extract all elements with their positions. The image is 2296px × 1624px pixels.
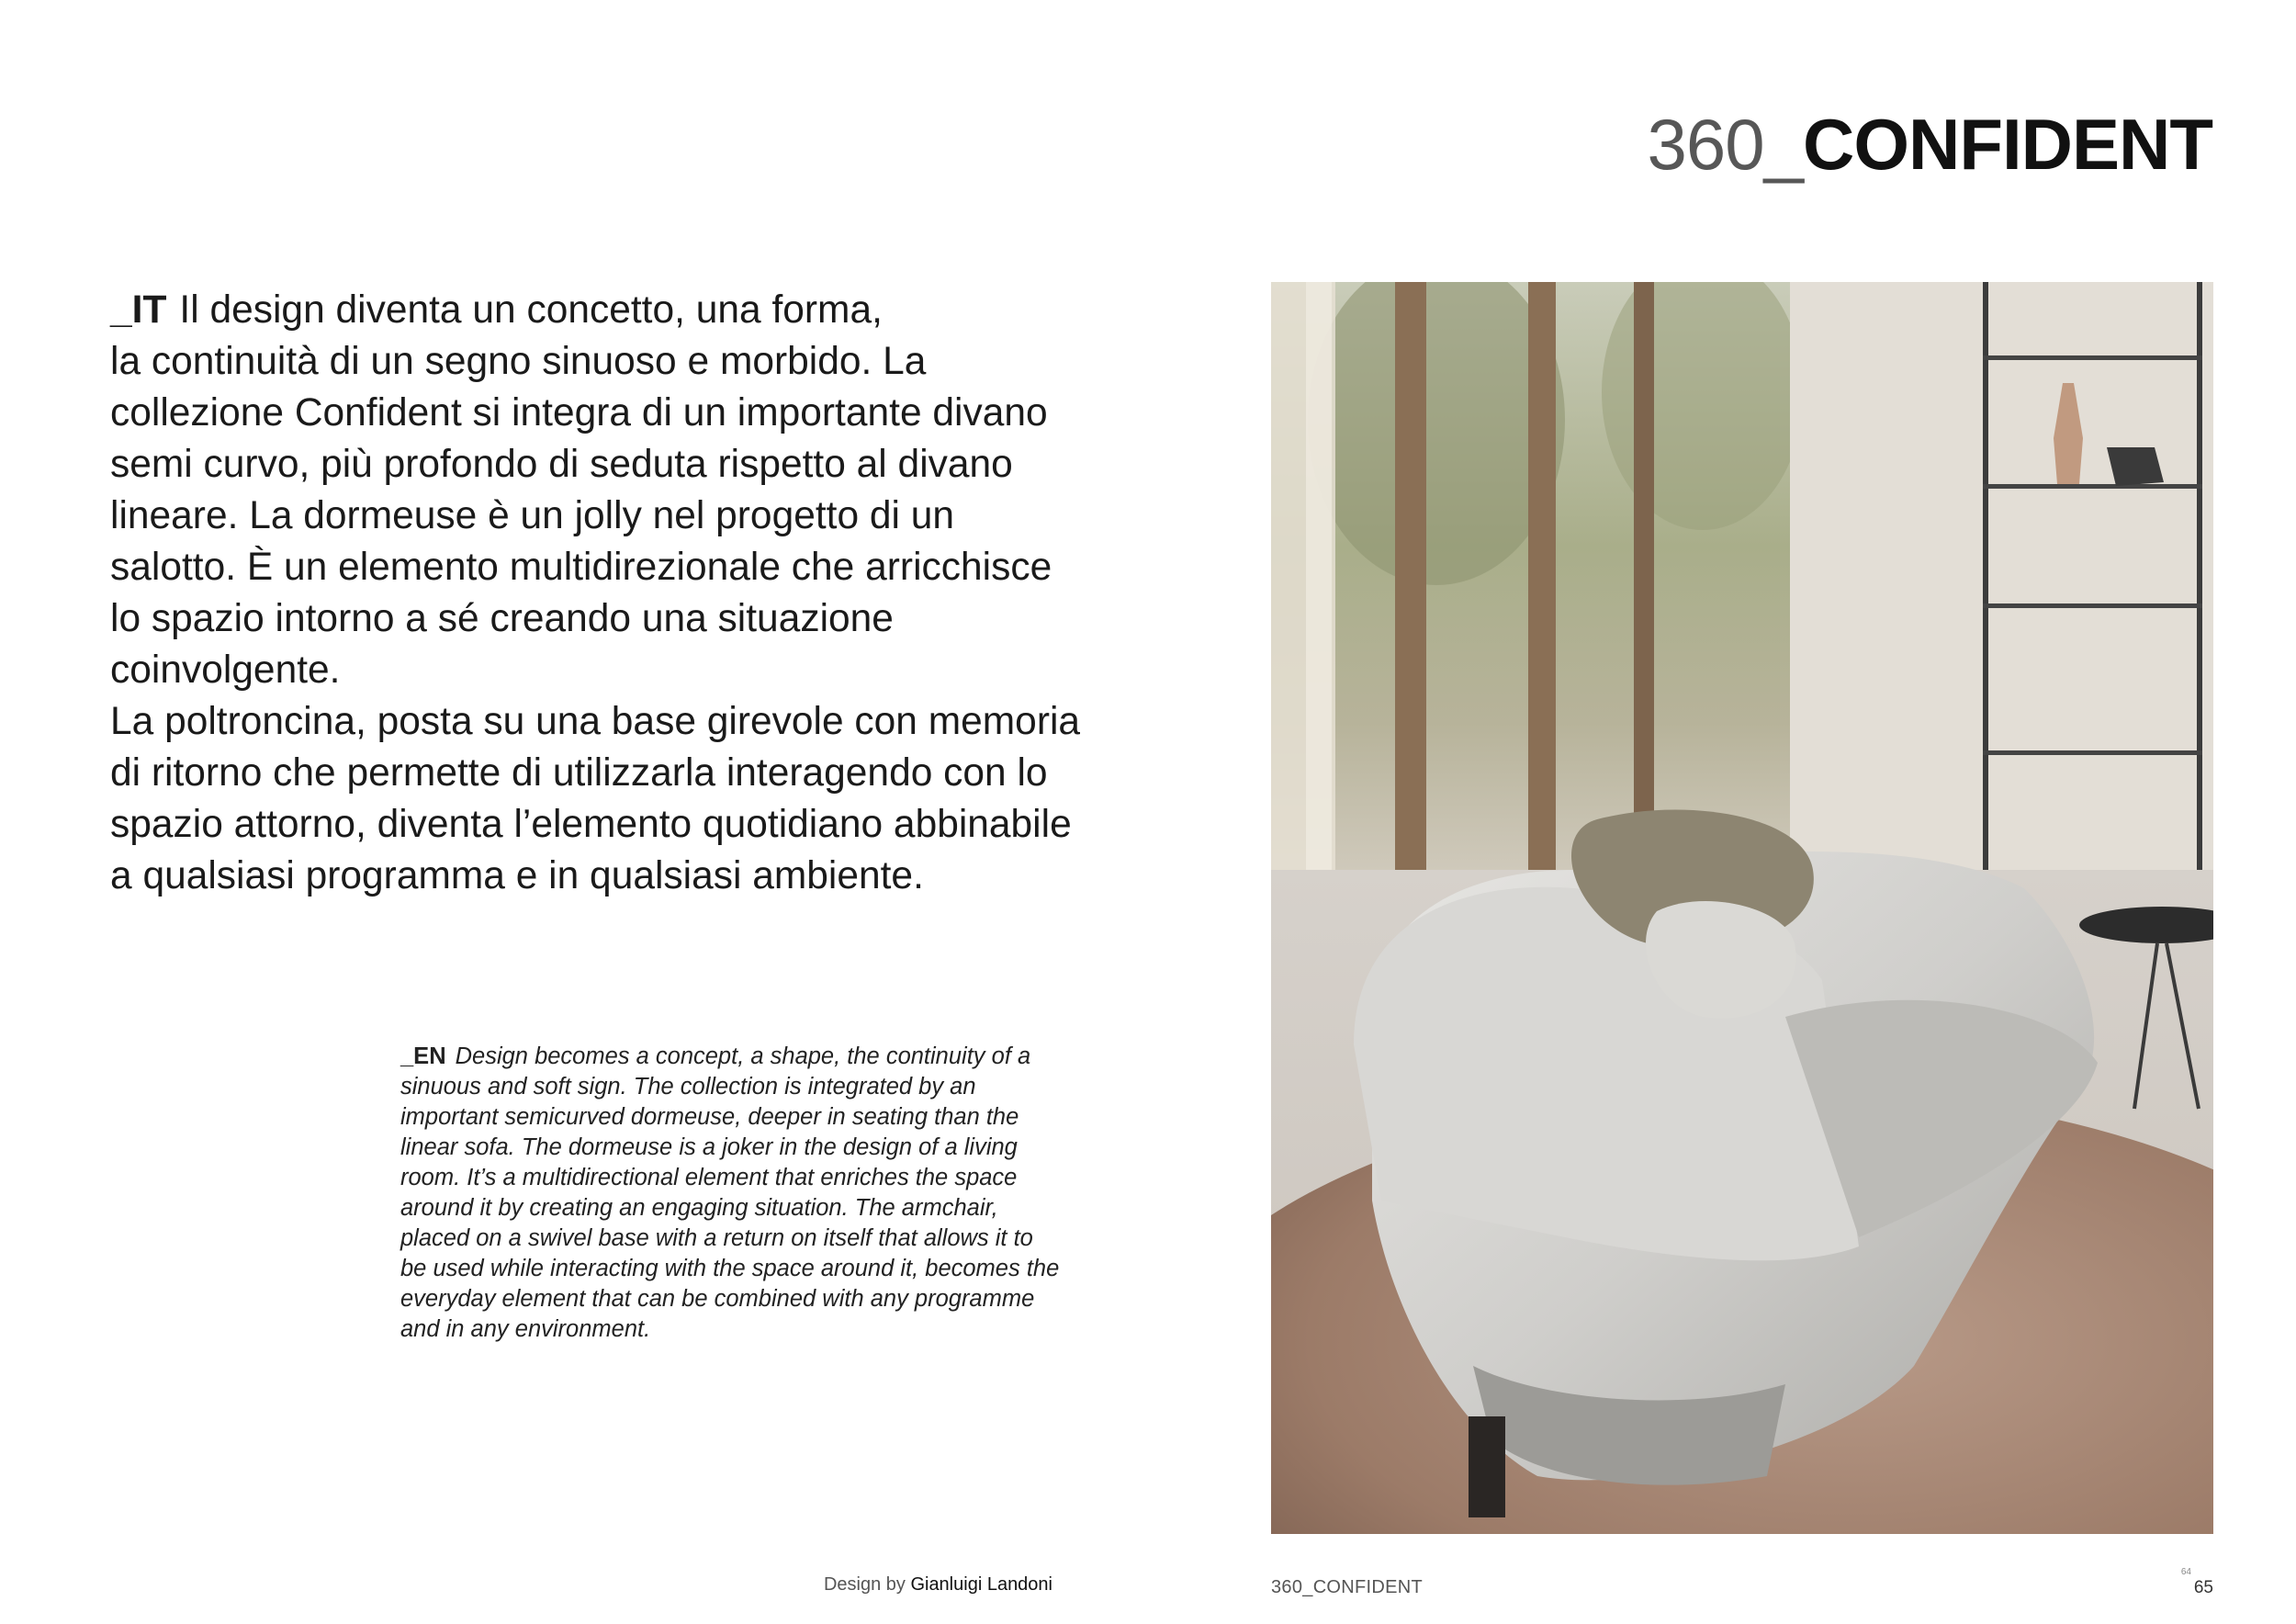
title-number: 360_ [1647, 104, 1804, 185]
designer-credit [824, 1574, 1052, 1596]
title-name: CONFIDENT [1803, 104, 2212, 185]
design-by-label: Design by [823, 1574, 906, 1595]
page-title [1647, 104, 2212, 185]
english-description [400, 1042, 1062, 1345]
page-number-right: 65 [2193, 1578, 2213, 1597]
footer-collection-name: 360_CONFIDENT [1271, 1577, 1424, 1597]
sofa-photo [1271, 282, 2213, 1534]
designer-name: Gianluigi Landoni [910, 1574, 1052, 1595]
italian-body: Il design diventa un concetto, una forma, la continuità di un segno sinuoso e morbido. La collezione Confident si integra di un importante divano semi curvo, più profondo di seduta rispetto al divano lineare. La dormeuse è un jolly nel progetto di un salotto. È un elemento multidirezionale che arricchisce lo spazio intorno a sé creando una situazione coinvolgente. La poltroncina, posta su una base girevole con memoria di ritorno che permette di utilizzarla interagendo con lo spazio attorno, diventa l’elemento quotidiano abbinabile a qualsiasi programma e in qualsiasi ambiente. [110, 288, 1081, 897]
italian-description [110, 285, 1084, 902]
english-tag: _EN [400, 1043, 446, 1069]
english-body: Design becomes a concept, a shape, the continuity of a sinuous and soft sign. The collection is integrated by an important semicurved dormeuse, deeper in seating than the linear sofa. The dormeuse is a joker in the design of a living room. It’s a multidirectional element that enriches the space around it by creating an engaging situation. The armchair, placed on a swivel base with a return on itself that allows it to be used while interacting with the space around it, becomes the everyday element that can be combined with any programme and in any environment. [400, 1043, 1060, 1342]
page-number-left: 64 [2180, 1567, 2191, 1577]
italian-tag: _IT [110, 288, 167, 332]
